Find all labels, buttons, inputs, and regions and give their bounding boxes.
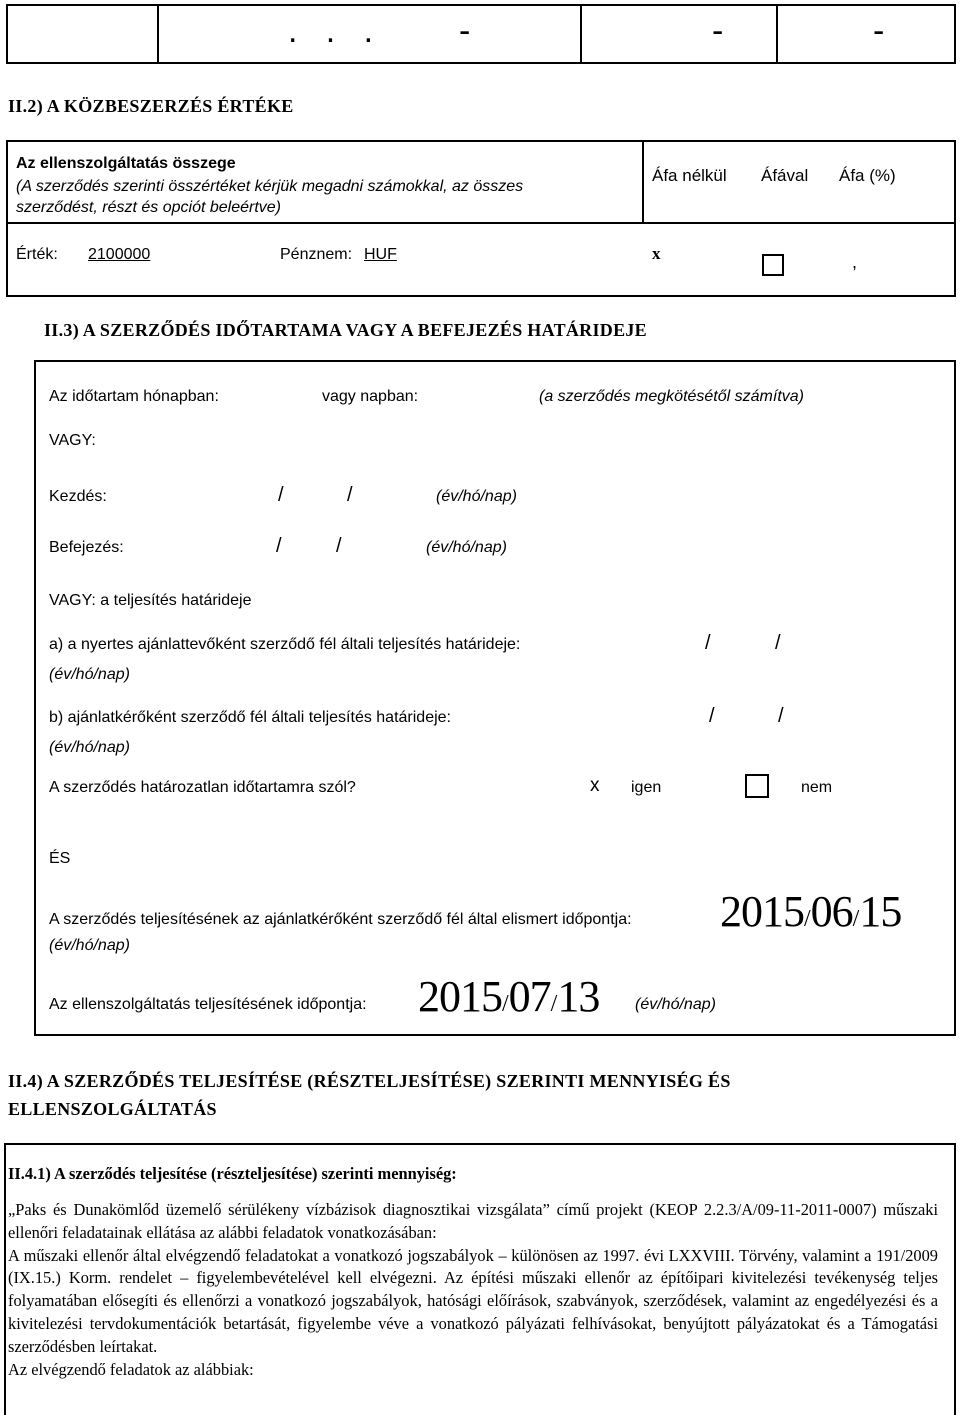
top-row-dash-3: - — [873, 12, 885, 50]
col-with-vat: Áfával — [761, 166, 809, 185]
top-row-divider-3 — [776, 4, 778, 64]
start-label: Kezdés: — [49, 488, 107, 505]
quantity-subheading: II.4.1) A szerződés teljesítése (részteljesítése) szerinti mennyiség: — [8, 1164, 457, 1183]
days-label: vagy napban: — [322, 388, 419, 405]
performance-month: 07 — [508, 972, 551, 1021]
or-label-2: VAGY: a teljesítés határideje — [49, 592, 252, 609]
months-label: Az időtartam hónapban: — [49, 388, 219, 405]
top-row-divider-2 — [580, 4, 582, 64]
accepted-date-label: A szerződés teljesítésének az ajánlatkérőként szerződő fél által elismert időpontja: — [49, 911, 632, 928]
col-vat-percent: Áfa (%) — [839, 166, 896, 185]
currency-label: Pénznem: — [280, 246, 353, 263]
start-slash-2: / — [347, 484, 353, 506]
consideration-note: (A szerződés szerinti összértéket kérjük megadni számokkal, az összes szerződést, részt és opciót beleértve) — [16, 178, 524, 216]
and-label: ÉS — [49, 850, 71, 867]
accepted-year: 2015 — [720, 887, 804, 936]
end-label: Befejezés: — [49, 539, 124, 556]
top-row-divider-1 — [157, 4, 159, 64]
col-without-vat: Áfa nélkül — [652, 166, 727, 185]
indefinite-no-checkbox[interactable] — [745, 774, 769, 798]
value-table-divider — [642, 140, 644, 224]
section-2-4-heading-line-2: ELLENSZOLGÁLTATÁS — [8, 1099, 217, 1119]
accepted-sep-2: / — [852, 906, 860, 932]
without-vat-mark: x — [652, 244, 661, 263]
vat-percent-comma: , — [852, 252, 858, 272]
consideration-title: Az ellenszolgáltatás összege — [16, 155, 236, 172]
currency-value: HUF — [364, 246, 397, 263]
top-row-box — [6, 4, 956, 64]
performance-date — [418, 971, 599, 1022]
accepted-month: 06 — [810, 887, 853, 936]
end-slash-2: / — [336, 535, 342, 557]
section-2-3-heading: II.3) A SZERZŐDÉS IDŐTARTAMA VAGY A BEFEJEZÉS HATÁRIDEJE — [44, 320, 647, 340]
indefinite-yes-label: igen — [631, 779, 662, 796]
accepted-date-format: (év/hó/nap) — [49, 937, 130, 954]
performance-sep-1: / — [502, 991, 509, 1017]
quantity-paragraph-1: „Paks és Dunakömlőd üzemelő sérülékeny vízbázisok diagnosztikai vizsgálata” című projekt (KEOP 2.2.3/A/09-11-2011-0007) műszaki ellenőri feladatainak ellátása az alábbi feladatok vonatkozásában: — [8, 1200, 938, 1242]
performance-date-label: Az ellenszolgáltatás teljesítésének időpontja: — [49, 996, 367, 1013]
indefinite-yes-mark: x — [590, 775, 600, 796]
value-label: Érték: — [16, 246, 58, 263]
contracting-deadline-slash-2: / — [778, 705, 784, 727]
top-row-dash-2: - — [712, 12, 724, 50]
start-date-format: (év/hó/nap) — [436, 488, 517, 505]
value-table-rule — [6, 222, 956, 224]
section-2-2-heading: II.2) A KÖZBESZERZÉS ÉRTÉKE — [8, 96, 294, 116]
end-date-format: (év/hó/nap) — [426, 539, 507, 556]
performance-year: 2015 — [418, 972, 502, 1021]
accepted-date — [720, 886, 901, 937]
accepted-day: 15 — [859, 887, 902, 936]
quantity-paragraph-3: Az elvégzendő feladatok az alábbiak: — [8, 1359, 254, 1379]
contracting-deadline-label: b) ajánlatkérőként szerződő fél általi teljesítés határideje: — [49, 709, 451, 726]
top-row-dots: . . . — [288, 12, 374, 50]
top-row-dash-1: - — [459, 12, 471, 50]
end-slash-1: / — [276, 535, 282, 557]
winner-deadline-slash-2: / — [775, 632, 781, 654]
contracting-deadline-slash-1: / — [709, 705, 715, 727]
value-amount: 2100000 — [88, 246, 151, 263]
indefinite-no-label: nem — [801, 779, 833, 796]
performance-sep-2: / — [550, 991, 558, 1017]
winner-deadline-label: a) a nyertes ajánlattevőként szerződő fél általi teljesítés határideje: — [49, 636, 521, 653]
with-vat-checkbox[interactable] — [762, 254, 784, 276]
performance-day: 13 — [557, 972, 600, 1021]
start-slash-1: / — [278, 484, 284, 506]
winner-deadline-format: (év/hó/nap) — [49, 666, 130, 683]
contracting-deadline-format: (év/hó/nap) — [49, 739, 130, 756]
performance-date-format: (év/hó/nap) — [635, 996, 716, 1013]
or-label-1: VAGY: — [49, 432, 96, 449]
accepted-sep-1: / — [804, 906, 811, 932]
from-conclusion-note: (a szerződés megkötésétől számítva) — [539, 388, 804, 405]
indefinite-question: A szerződés határozatlan időtartamra szól? — [49, 779, 356, 796]
quantity-paragraph-2: A műszaki ellenőr által elvégzendő feladatokat a vonatkozó jogszabályok – különösen az 1997. évi LXXVIII. Törvény, valamint a 191/2009 (IX.15.) Korm. rendelet – figyelembevételével kell elvégezni. Az építési műszaki ellenőr az építőipari kivitelezési tevékenység teljes folyamatában elősegíti és ellenőrzi a vonatkozó jogszabályok, hatósági előírások, szabványok, szerződések, valamint az engedélyezési és a kivitelezési tervdokumentációk betartását, figyelembe véve a vonatkozó pályázati felhívásokat, benyújtott pályázatokat és a Támogatási szerződésben leírtakat. — [8, 1245, 938, 1356]
section-2-4-heading-line-1: II.4) A SZERZŐDÉS TELJESÍTÉSE (RÉSZTELJESÍTÉSE) SZERINTI MENNYISÉG ÉS — [8, 1071, 731, 1091]
quantity-text — [8, 1199, 938, 1381]
winner-deadline-slash-1: / — [705, 632, 711, 654]
